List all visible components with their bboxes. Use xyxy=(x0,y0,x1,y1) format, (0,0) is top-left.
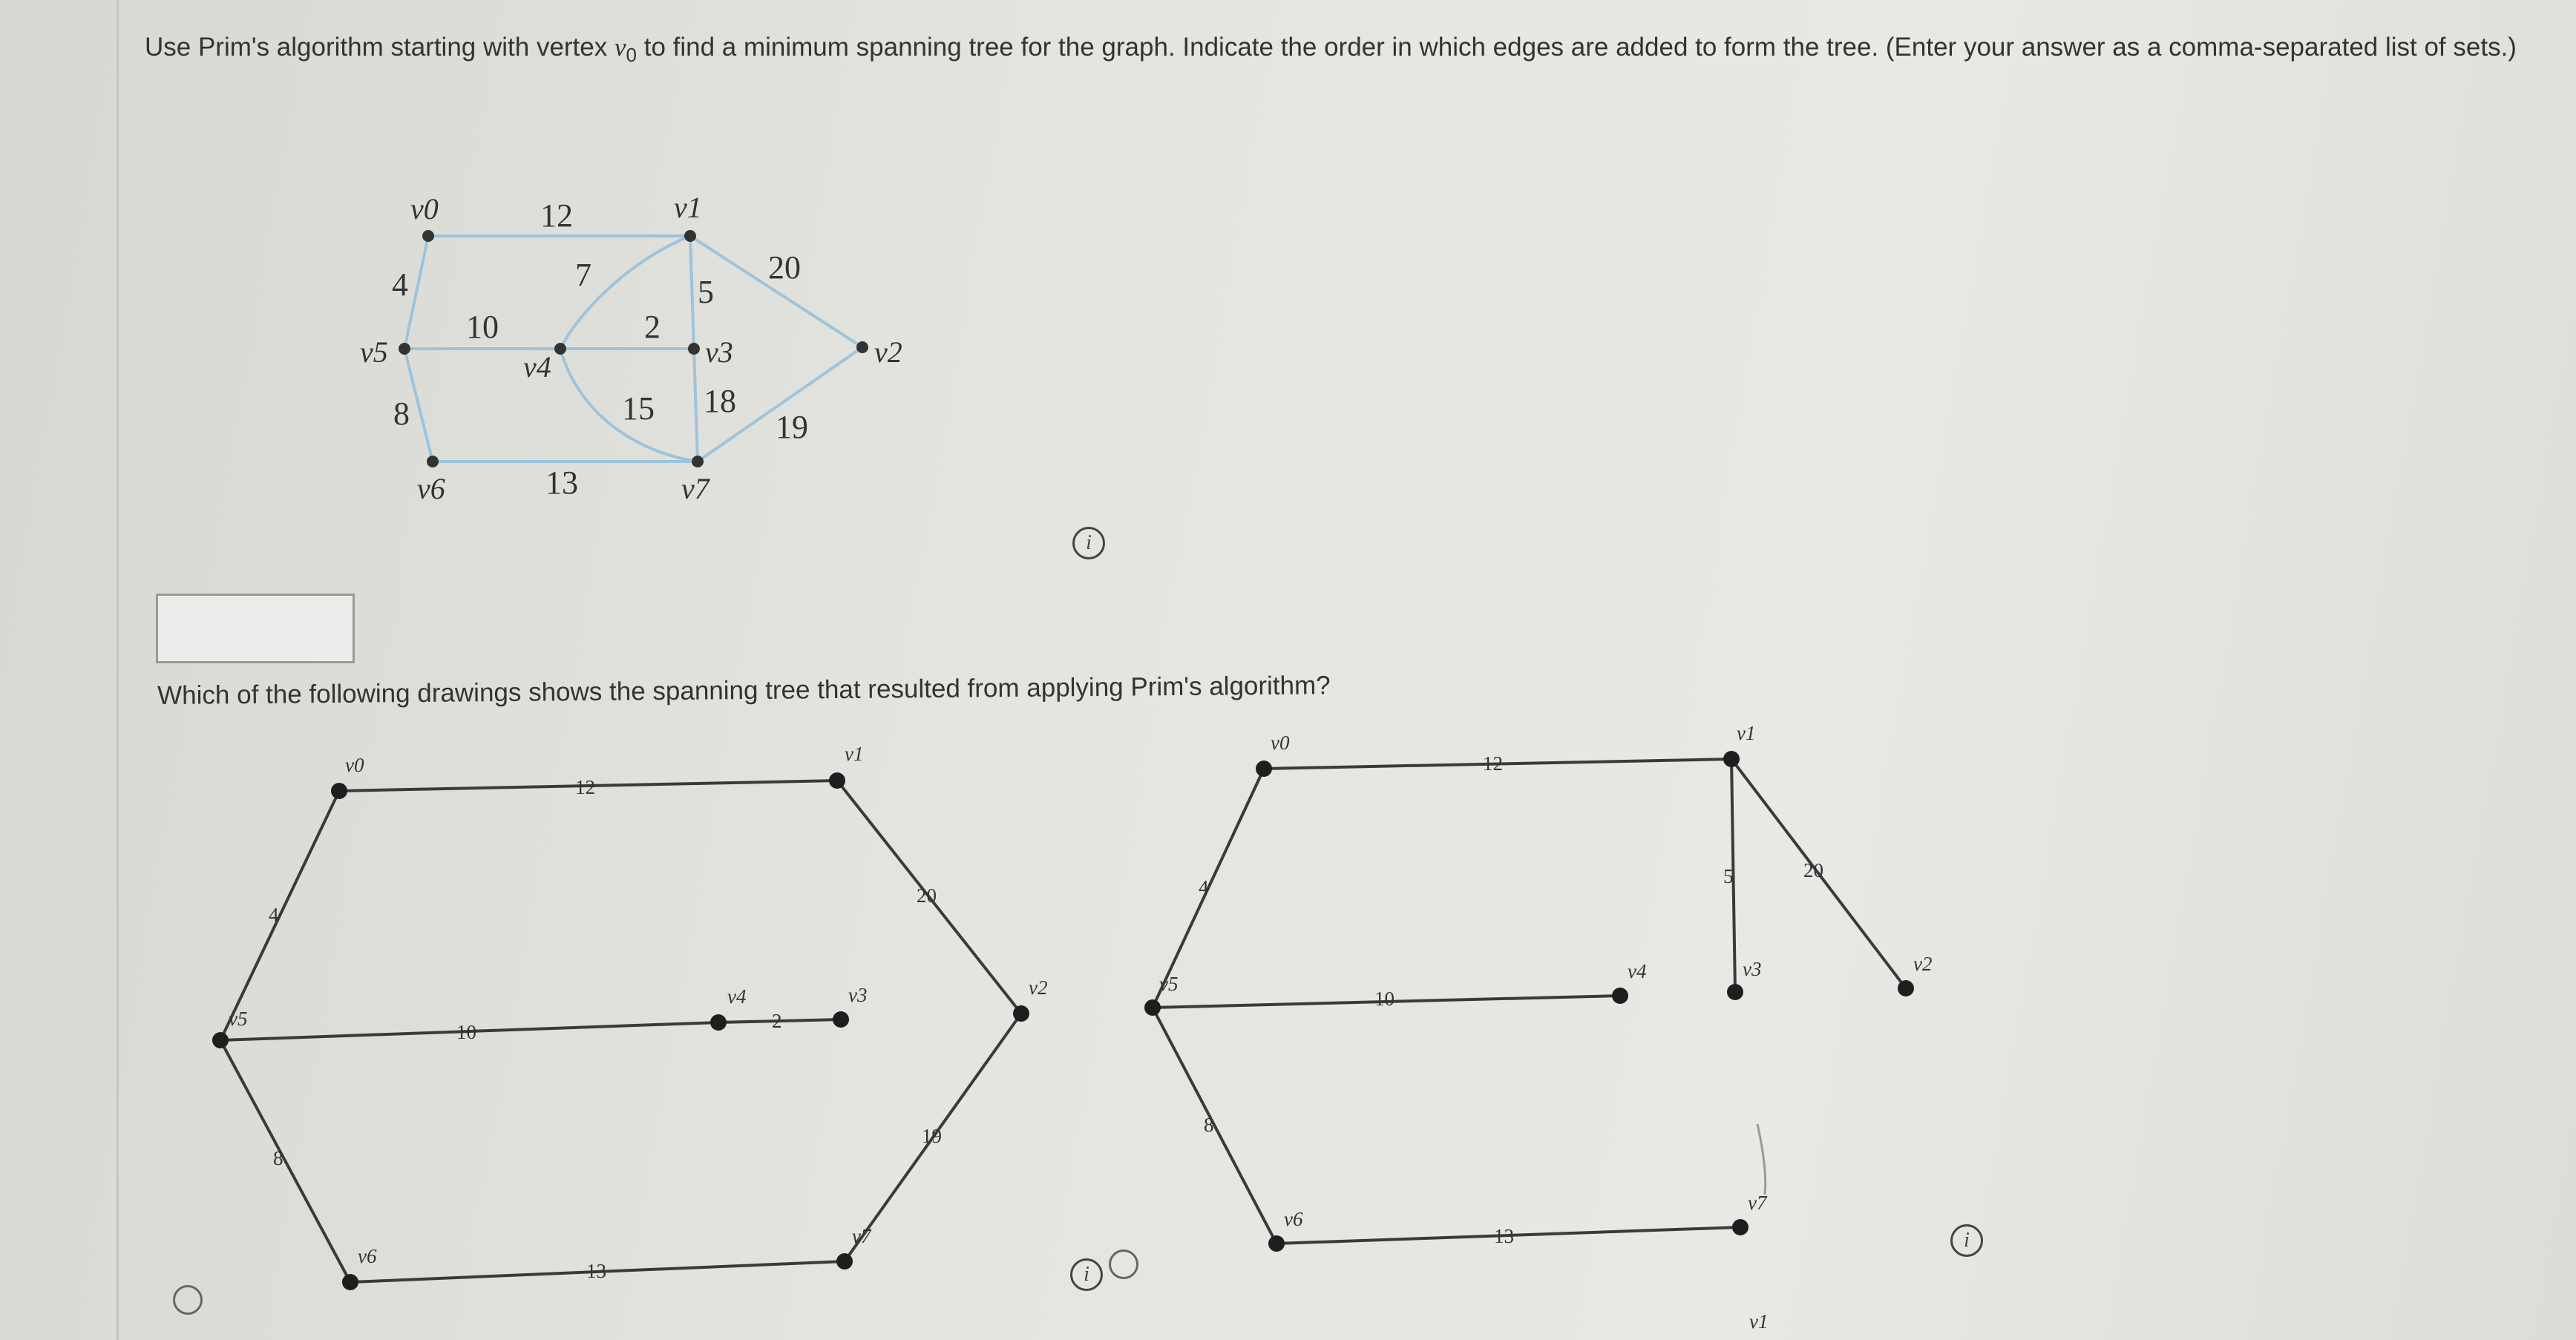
option-b-label-v0: v0 xyxy=(1271,732,1290,754)
option-a-vertex-v5 xyxy=(212,1032,229,1048)
option-a-weight-v4-v3: 2 xyxy=(772,1010,782,1032)
option-a-weight-v5-v6: 8 xyxy=(273,1147,284,1169)
option-a-radio[interactable] xyxy=(173,1285,203,1315)
weight-v4-v7: 15 xyxy=(622,390,655,427)
label-v5: v5 xyxy=(360,335,388,369)
option-b-label-v1: v1 xyxy=(1737,722,1756,744)
weight-v6-v7: 13 xyxy=(545,464,578,501)
weight-v0-v1: 12 xyxy=(540,197,573,234)
option-b-edge-v5-v6 xyxy=(1153,1008,1276,1244)
option-b-vertex-v1 xyxy=(1723,751,1740,767)
option-b-label-extra-v1: v1 xyxy=(1749,1310,1769,1333)
weight-v0-v5: 4 xyxy=(392,266,408,303)
option-b-label-v6: v6 xyxy=(1284,1208,1303,1230)
option-a-label-v3: v3 xyxy=(848,984,868,1006)
weight-v4-v1: 7 xyxy=(575,257,591,293)
option-a-label-v6: v6 xyxy=(358,1245,377,1267)
option-b-label-v5: v5 xyxy=(1159,973,1179,995)
option-b-vertex-v2 xyxy=(1898,980,1914,996)
vertex-v1 xyxy=(684,230,696,242)
option-b-label-v3: v3 xyxy=(1743,958,1762,980)
option-a-weight-v2-v7: 19 xyxy=(922,1125,942,1147)
option-b-label-v2: v2 xyxy=(1913,953,1933,975)
weight-v4-v3: 2 xyxy=(644,309,661,345)
label-v3: v3 xyxy=(705,335,733,369)
weight-v3-v7: 18 xyxy=(704,383,736,419)
vertex-v7 xyxy=(692,456,704,467)
option-b-pencil-mark xyxy=(1757,1124,1766,1195)
option-a-vertex-v2 xyxy=(1013,1005,1029,1022)
option-a-label-v4: v4 xyxy=(727,985,747,1008)
option-a-label-v2: v2 xyxy=(1029,976,1048,999)
option-a-vertex-v7 xyxy=(836,1253,853,1270)
option-b-vertex-v4 xyxy=(1612,988,1628,1004)
label-v7: v7 xyxy=(681,472,709,505)
option-a-edge-v5-v6 xyxy=(220,1040,350,1282)
info-icon[interactable]: i xyxy=(1072,527,1105,559)
option-a-vertex-v1 xyxy=(829,772,845,789)
option-b-drawing xyxy=(1144,722,1932,1333)
option-a-label-v1: v1 xyxy=(845,743,864,765)
option-a-label-v0: v0 xyxy=(345,754,364,776)
option-a-label-v5: v5 xyxy=(229,1008,248,1030)
option-b-weight-v6-v7: 13 xyxy=(1494,1225,1514,1247)
weight-v1-v2: 20 xyxy=(768,249,801,286)
option-a-vertex-v3 xyxy=(833,1011,849,1028)
option-a-info-icon[interactable]: i xyxy=(1070,1258,1103,1291)
option-a-weight-v6-v7: 13 xyxy=(586,1260,606,1282)
option-a-weight-v0-v1: 12 xyxy=(575,776,595,798)
weight-v5-v6: 8 xyxy=(393,395,410,432)
edge-v1-v3 xyxy=(690,236,694,349)
option-b-vertex-v3 xyxy=(1727,984,1743,1000)
option-a-edge-v0-v5 xyxy=(220,791,339,1040)
option-b-radio[interactable] xyxy=(1109,1249,1138,1279)
question-prompt: Use Prim's algorithm starting with vertex $v_0$ to find a minimum spanning tree for the graph. Indicate the order in which edges are added to form the tree. (Enter your answer as a comma-separated list of sets.) xyxy=(145,33,2517,66)
option-b-weight-v0-v5: 4 xyxy=(1199,876,1209,899)
option-a-weight-v0-v5: 4 xyxy=(269,904,279,926)
option-b-weight-v0-v1: 12 xyxy=(1483,752,1503,775)
option-a-drawing xyxy=(212,743,1047,1290)
option-b-weight-v5-v6: 8 xyxy=(1204,1114,1214,1136)
edge-v3-v7 xyxy=(694,349,698,462)
option-b-label-v7: v7 xyxy=(1748,1192,1767,1214)
option-b-vertex-v0 xyxy=(1256,761,1272,777)
option-b-weight-v1-v3: 5 xyxy=(1723,865,1734,887)
option-b-vertex-v5 xyxy=(1144,999,1161,1016)
option-b-vertex-v6 xyxy=(1268,1235,1285,1252)
weight-v1-v3: 5 xyxy=(698,274,714,310)
weight-v7-v2: 19 xyxy=(776,409,808,445)
option-a-weight-v1-v2: 20 xyxy=(917,884,937,907)
vertex-v3 xyxy=(688,343,700,355)
option-b-vertex-v7 xyxy=(1732,1219,1749,1235)
option-a-vertex-v0 xyxy=(331,783,347,799)
vertex-v2 xyxy=(856,341,868,353)
weight-v5-v4: 10 xyxy=(466,309,499,345)
label-v1: v1 xyxy=(674,191,702,224)
followup-question: Which of the following drawings shows the spanning tree that resulted from applying Prim's algorithm? xyxy=(157,671,1331,710)
label-v2: v2 xyxy=(874,335,902,369)
vertex-v4 xyxy=(554,343,566,355)
label-v4: v4 xyxy=(523,350,551,384)
option-b-weight-v5-v4: 10 xyxy=(1374,988,1394,1010)
vertex-v5 xyxy=(399,343,410,355)
label-v0: v0 xyxy=(410,192,439,226)
option-a-weight-v5-v4: 10 xyxy=(456,1021,476,1043)
answer-input[interactable] xyxy=(156,594,355,663)
option-a-vertex-v4 xyxy=(710,1014,727,1031)
vertex-v6 xyxy=(427,456,439,467)
option-b-info-icon[interactable]: i xyxy=(1950,1224,1983,1257)
label-v6: v6 xyxy=(417,472,445,505)
option-a-label-v7: v7 xyxy=(852,1225,871,1247)
vertex-v0 xyxy=(422,230,434,242)
option-a-vertex-v6 xyxy=(342,1274,358,1290)
option-b-label-v4: v4 xyxy=(1628,960,1647,982)
option-b-weight-v1-v2: 20 xyxy=(1803,859,1823,881)
